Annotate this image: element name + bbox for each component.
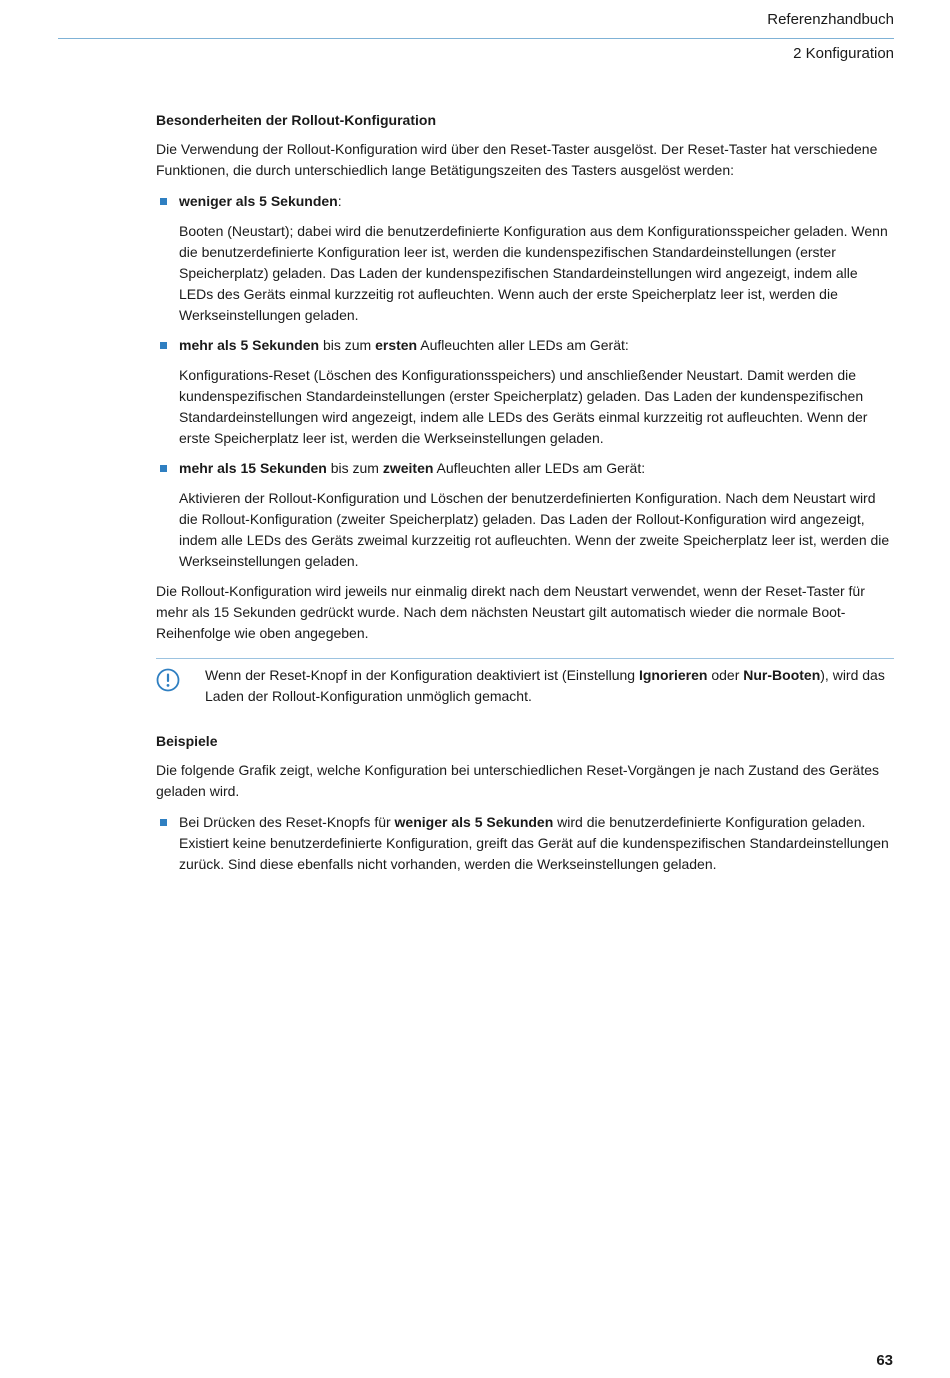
item-bold-term: zweiten: [382, 460, 434, 476]
bullet-square-icon: [160, 819, 167, 826]
page-content: [156, 110, 894, 884]
item-tail-text: Aufleuchten aller LEDs am Gerät:: [433, 460, 646, 476]
note-bold-nur-booten: Nur-Booten: [743, 667, 821, 683]
item-text-pre: Bei Drücken des Reset-Knopfs für: [179, 814, 395, 830]
item-bold-term: mehr als 5 Sekunden: [179, 337, 320, 353]
note-text-mid: oder: [707, 667, 744, 683]
section-outro: Die Rollout-Konfiguration wird jeweils nur einmalig direkt nach dem Neustart verwendet, wenn der Reset-Taster für mehr als 15 Sekunden gedrückt wurde. Nach dem nächsten Neustart gilt automatisch wieder die normale Boot-Reihenfolge wie oben angegeben.: [156, 583, 865, 641]
page-number: 63: [876, 1352, 893, 1369]
document-title: Referenzhandbuch: [767, 11, 894, 28]
section-heading-rollout: Besonderheiten der Rollout-Konfiguration: [156, 112, 436, 128]
header-divider: [58, 38, 894, 39]
section-intro: Die Verwendung der Rollout-Konfiguration wird über den Reset-Taster ausgelöst. Der Reset-Taster hat verschiedene Funktionen, die durch unterschiedlich lange Betätigungszeiten des Tasters ausgelöst werden:: [156, 141, 878, 178]
section-intro: Die folgende Grafik zeigt, welche Konfiguration bei unterschiedlichen Reset-Vorgängen je nach Zustand des Gerätes geladen wird.: [156, 762, 879, 799]
item-bold-term: weniger als 5 Sekunden: [394, 814, 554, 830]
list-item-body: Aktivieren der Rollout-Konfiguration und Löschen der benutzerdefinierten Konfiguration. Nach dem Neustart wird die Rollout-Konfiguration (zweiter Speicherplatz) geladen. Das Laden der Rollout-Konfiguration wird angezeigt, indem alle LEDs des Geräts zweimal kurzzeitig rot aufleuchten. Wenn der zweite Speicherplatz leer ist, werden die Werkseinstellungen geladen.: [179, 490, 890, 569]
item-tail-text: Aufleuchten aller LEDs am Gerät:: [417, 337, 629, 353]
bullet-square-icon: [160, 342, 167, 349]
list-item: [156, 812, 894, 875]
item-mid-text: bis zum: [326, 460, 383, 476]
list-item-body: Konfigurations-Reset (Löschen des Konfigurationsspeichers) und anschließender Neustart. Damit werden die kundenspezifischen Standardeinstellungen (erster Speicherplatz) geladen. Das Laden der kundenspezifischen Standardeinstellungen wird angezeigt, indem alle LEDs des Geräts einmal kurzzeitig rot aufleuchten. Wenn der erste Speicherplatz leer ist, werden die Werkseinstellungen geladen.: [179, 367, 868, 446]
item-mid-text: bis zum: [319, 337, 376, 353]
item-text-post: wird die benutzerdefinierte Konfiguration geladen. Existiert keine benutzerdefinierte Konfiguration, greift das Gerät auf die kundenspezifischen Standardeinstellungen zurück. Sind diese ebenfalls nicht vorhanden, werden die Werkseinstellungen geladen.: [179, 814, 889, 872]
bullet-square-icon: [160, 198, 167, 205]
info-exclamation-icon: [156, 668, 180, 692]
list-item-body: Booten (Neustart); dabei wird die benutzerdefinierte Konfiguration aus dem Konfigurationsspeicher geladen. Wenn die benutzerdefinierte Konfiguration leer ist, werden die kundenspezifischen Standardeinstellungen (erster Speicherplatz) geladen. Das Laden der kundenspezifischen Standardeinstellungen wird angezeigt, indem alle LEDs des Geräts einmal kurzzeitig rot aufleuchten. Wenn auch der erste Speicherplatz leer ist, werden die Werkseinstellungen geladen.: [179, 223, 888, 323]
note-text-post: ), wird das Laden der Rollout-Konfiguration unmöglich gemacht.: [205, 667, 885, 704]
note-bold-ignorieren: Ignorieren: [638, 667, 708, 683]
item-bold-term: weniger als 5 Sekunden: [179, 193, 338, 209]
list-item: [156, 458, 894, 479]
list-item: [156, 335, 894, 356]
note-text-pre: Wenn der Reset-Knopf in der Konfiguration deaktiviert ist (Einstellung: [205, 667, 639, 683]
note-box: [156, 658, 894, 707]
item-mid-text: :: [337, 193, 342, 209]
section-heading-beispiele: Beispiele: [156, 733, 218, 749]
item-bold-term: mehr als 15 Sekunden: [179, 460, 327, 476]
list-item: [156, 191, 894, 212]
bullet-square-icon: [160, 465, 167, 472]
chapter-title: 2 Konfiguration: [793, 45, 894, 62]
item-bold-term: ersten: [375, 337, 418, 353]
